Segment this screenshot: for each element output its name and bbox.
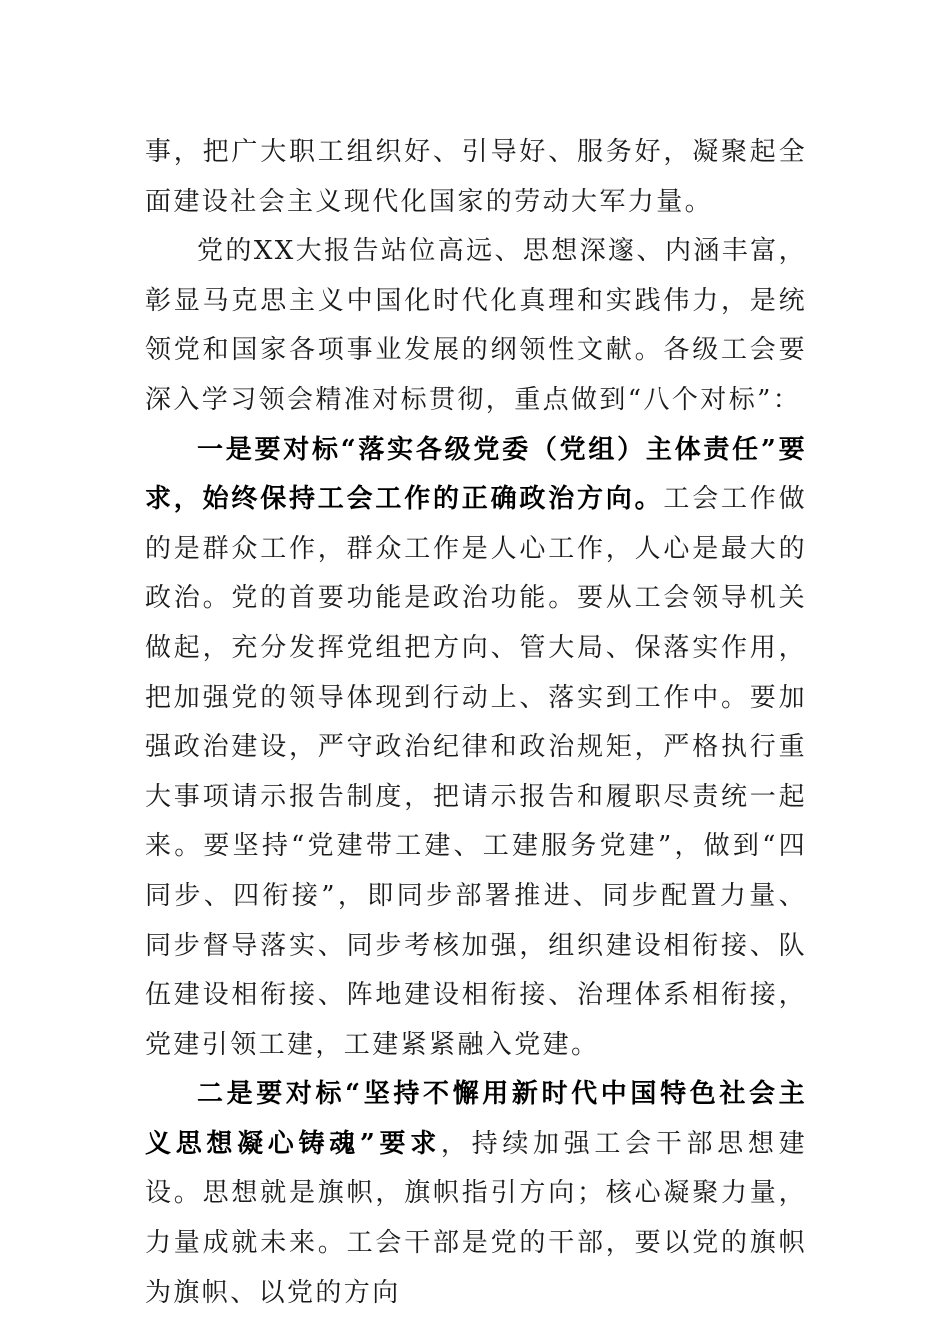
paragraph-text: 工会工作做的是群众工作，群众工作是人心工作，人心是最大的政治。党的首要功能是政治功能。要从工会领导机关做起，充分发挥党组把方向、管大局、保落实作用，把加强党的领导体现到行动上、落实到工作中。要加强政治建设，严守政治纪律和政治规矩，严格执行重大事项请示报告制度，把请示报告和履职尽责统一起来。要坚持“党建带工建、工建服务党建”，做到“四同步、四衔接”，即同步部署推进、同步配置力量、同步督导落实、同步考核加强，组织建设相衔接、队伍建设相衔接、阵地建设相衔接、治理体系相衔接，党建引领工建，工建紧紧融入党建。 (145, 484, 807, 1060)
paragraph-text: 党的XX大报告站位高远、思想深邃、内涵丰富，彰显马克思主义中国化时代化真理和实践伟力，是统领党和国家各项事业发展的纲领性文献。各级工会要深入学习领会精准对标贯彻，重点做到“八个对标”： (145, 236, 807, 415)
paragraph-intro (145, 227, 807, 425)
document-body (145, 128, 807, 1318)
point-one-heading: 一是要对标“落实各级党委（党组）主体责任”要求，始终保持工会工作的正确政治方向。 (145, 434, 807, 515)
point-two-heading: 二是要对标“坚持不懈用新时代中国特色社会主义思想凝心铸魂”要求 (145, 1079, 807, 1159)
paragraph-text: ，持续加强工会干部思想建设。思想就是旗帜，旗帜指引方向；核心凝聚力量，力量成就未来。工会干部是党的干部，要以党的旗帜为旗帜、以党的方向 (145, 1128, 807, 1308)
paragraph-continuation (145, 128, 807, 227)
paragraph-point-two (145, 1070, 807, 1318)
paragraph-point-one (145, 426, 807, 1071)
paragraph-text: 事，把广大职工组织好、引导好、服务好，凝聚起全面建设社会主义现代化国家的劳动大军力量。 (145, 137, 807, 217)
